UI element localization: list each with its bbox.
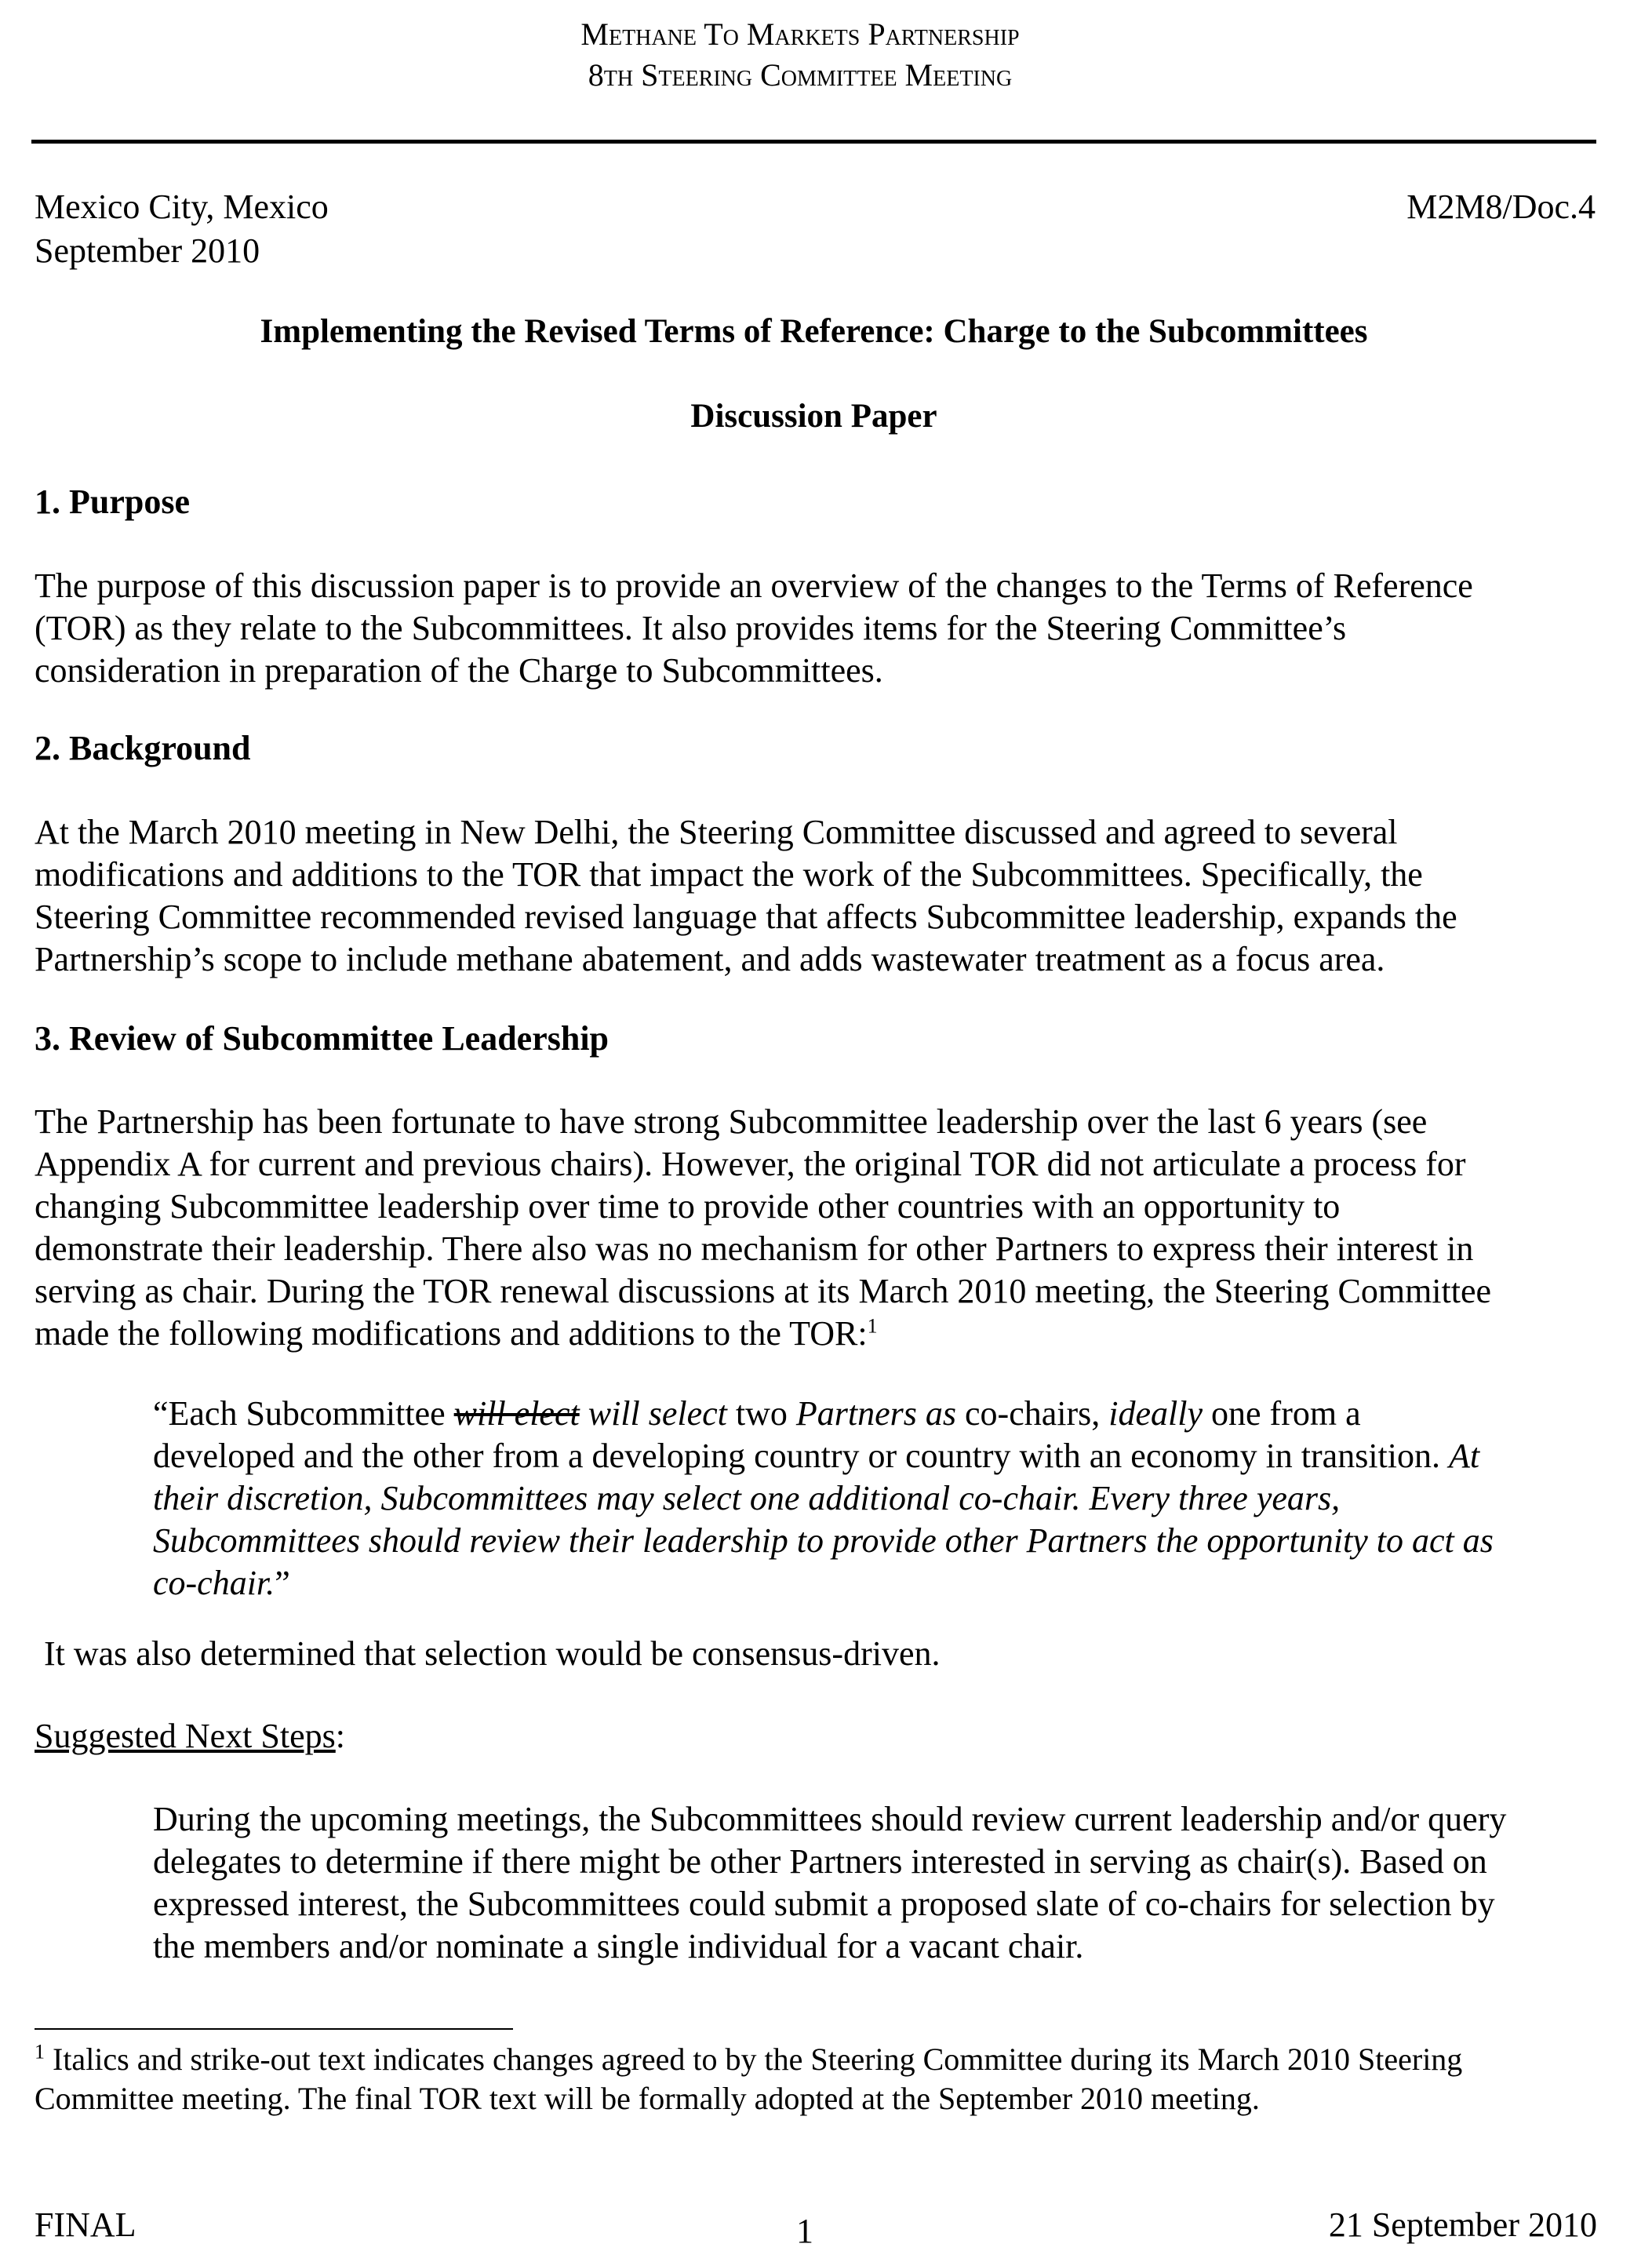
quote-text: ”	[275, 1564, 290, 1602]
next-steps-paragraph	[153, 1798, 1596, 1968]
header-meeting: 8th Steering Committee Meeting	[588, 57, 1013, 93]
quote-line: their discretion, Subcommittees may select one additional co-chair. Every three years,	[153, 1479, 1341, 1517]
footnote-reference: 1	[867, 1314, 878, 1338]
footnote-line	[35, 2040, 1596, 2079]
quote-text: two	[726, 1394, 796, 1433]
footnote-separator	[35, 2028, 513, 2030]
background-paragraph	[35, 811, 1596, 981]
footer-status: FINAL	[35, 2206, 136, 2244]
quote-text: one from a	[1203, 1394, 1361, 1433]
purpose-paragraph	[35, 565, 1596, 692]
paragraph-line: expressed interest, the Subcommittees could submit a proposed slate of co-chairs for selection by	[153, 1885, 1495, 1923]
section-heading-leadership: 3. Review of Subcommittee Leadership	[35, 1019, 609, 1058]
next-steps-colon: :	[335, 1717, 345, 1755]
struck-text: will elect	[453, 1394, 580, 1433]
paragraph-line: changing Subcommittee leadership over time to provide other countries with an opportunity to	[35, 1187, 1341, 1226]
document-subtitle: Discussion Paper	[690, 398, 937, 435]
next-steps-label	[35, 1715, 1596, 1758]
section-heading-background: 2. Background	[35, 729, 251, 767]
italic-text: Partners as	[795, 1394, 957, 1433]
footnote-text: Italics and strike-out text indicates changes agreed to by the Steering Committee during its March 2010 Steering	[45, 2042, 1463, 2077]
paragraph-line: demonstrate their leadership. There also was no mechanism for other Partners to express their interest in	[35, 1229, 1474, 1268]
leadership-paragraph	[35, 1101, 1596, 1355]
location: Mexico City, Mexico	[35, 188, 329, 226]
paragraph-line-text: made the following modifications and additions to the TOR:	[35, 1314, 868, 1353]
paragraph-line: serving as chair. During the TOR renewal discussions at its March 2010 meeting, the Steering Committee	[35, 1272, 1492, 1310]
location-block	[35, 185, 329, 273]
quote-line	[153, 1393, 1596, 1435]
tor-quote	[153, 1393, 1596, 1605]
paragraph-line: The Partnership has been fortunate to have strong Subcommittee leadership over the last 6 years (see	[35, 1102, 1428, 1141]
header-rule	[31, 140, 1596, 144]
paragraph-line: During the upcoming meetings, the Subcommittees should review current leadership and/or query	[153, 1800, 1507, 1838]
paragraph-line	[35, 1313, 1596, 1355]
consensus-sentence: It was also determined that selection would be consensus-driven.	[44, 1634, 941, 1673]
paragraph-line: (TOR) as they relate to the Subcommittees. It also provides items for the Steering Committee’s	[35, 609, 1347, 647]
paragraph-line: the members and/or nominate a single individual for a vacant chair.	[153, 1927, 1084, 1965]
paragraph-line: Steering Committee recommended revised language that affects Subcommittee leadership, expands the	[35, 898, 1457, 936]
paragraph-line: At the March 2010 meeting in New Delhi, the Steering Committee discussed and agreed to several	[35, 813, 1398, 851]
header-partnership: Methane To Markets Partnership	[580, 16, 1020, 52]
paragraph-line: Partnership’s scope to include methane abatement, and adds wastewater treatment as a focus area.	[35, 940, 1385, 978]
quote-text	[580, 1394, 588, 1433]
italic-text: At	[1449, 1437, 1480, 1475]
quote-text: “Each Subcommittee	[153, 1394, 454, 1433]
footnote	[35, 2040, 1596, 2118]
quote-line	[153, 1435, 1596, 1477]
quote-line: Subcommittees should review their leadership to provide other Partners the opportunity to act as	[153, 1521, 1494, 1560]
paragraph-line: modifications and additions to the TOR that impact the work of the Subcommittees. Specifically, the	[35, 855, 1423, 894]
quote-text: co-chairs,	[956, 1394, 1109, 1433]
section-heading-purpose: 1. Purpose	[35, 483, 190, 521]
paragraph-line: consideration in preparation of the Charge to Subcommittees.	[35, 651, 883, 690]
footnote-line: Committee meeting. The final TOR text will be formally adopted at the September 2010 meeting.	[35, 2081, 1260, 2116]
document-id: M2M8/Doc.4	[1406, 188, 1596, 226]
italic-text: ideally	[1108, 1394, 1203, 1433]
document-title: Implementing the Revised Terms of Reference: Charge to the Subcommittees	[260, 313, 1368, 350]
footnote-number: 1	[35, 2040, 45, 2063]
paragraph-line: delegates to determine if there might be other Partners interested in serving as chair(s). Based on	[153, 1842, 1487, 1881]
paragraph-line: Appendix A for current and previous chairs). However, the original TOR did not articulate a process for	[35, 1145, 1466, 1183]
quote-line	[153, 1562, 1596, 1605]
italic-text: co-chair.	[153, 1564, 275, 1602]
italic-text: will select	[588, 1394, 727, 1433]
next-steps-heading: Suggested Next Steps	[35, 1717, 336, 1755]
footer-date: 21 September 2010	[1328, 2206, 1597, 2244]
quote-text: developed and the other from a developing country or country with an economy in transition.	[153, 1437, 1449, 1475]
date: September 2010	[35, 231, 260, 270]
running-header	[0, 14, 1600, 96]
page-number: 1	[796, 2212, 813, 2250]
paragraph-line: The purpose of this discussion paper is to provide an overview of the changes to the Terms of Reference	[35, 566, 1473, 605]
